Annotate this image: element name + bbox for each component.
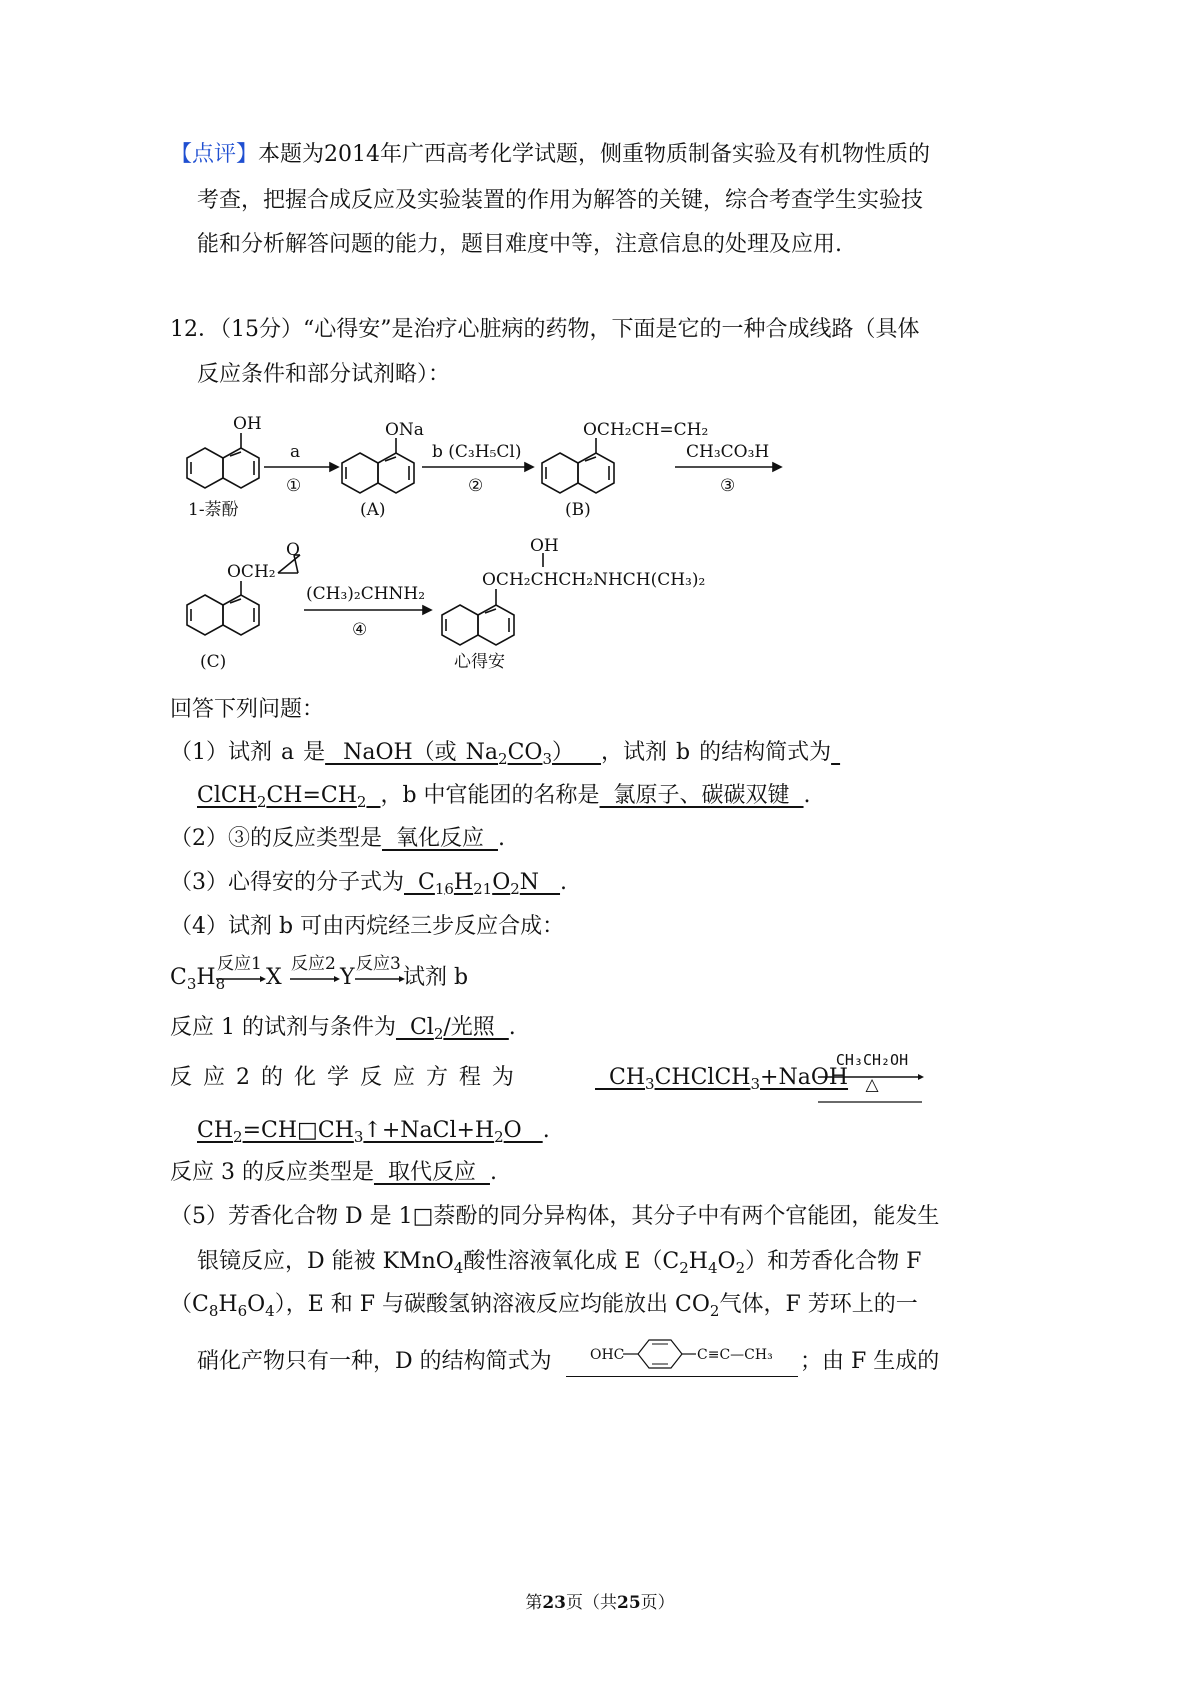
- answer-5-line-1: （5）芳香化合物 D 是 1□萘酚的同分异构体，其分子中有两个官能团，能发生: [170, 1204, 940, 1229]
- answer-1-functional-groups: 氯原子、碳碳双键: [599, 783, 804, 808]
- answer-4-reaction-2-products: $CH_2=CH□CH_3↑+NaCl+H_2O$ .: [197, 1118, 550, 1146]
- question-stem-line-1: [170, 315, 920, 345]
- label-b: (B): [565, 500, 591, 520]
- label-c: (C): [200, 652, 227, 672]
- arrow-2-reagent: b (C₃H₅Cl): [432, 442, 522, 462]
- answer-1-line-2: $ClCH_2CH=CH_2$ ，b 中官能团的名称是 氯原子、碳碳双键 .: [197, 783, 811, 811]
- chain-reagent-b: 试剂 b: [403, 965, 469, 990]
- answer-5-line-3: $(C_8H_6O_4)$，E 和 F 与碳酸氢钠溶液反应均能放出 $CO_2$气体，F 芳环上的一: [170, 1292, 918, 1320]
- answer-4-reaction-2-equation: $CH_3CHClCH_3+NaOH$: [595, 1065, 849, 1093]
- question-number: 12．: [170, 317, 220, 342]
- page-total: 25: [617, 1593, 641, 1613]
- answer-5-line-4-end: ；由 F 生成的: [800, 1349, 940, 1374]
- answer-1-blank-start: [831, 740, 840, 765]
- answer-5-line-4-label: 硝化产物只有一种，D 的结构简式为: [197, 1349, 552, 1374]
- chain-y: Y: [340, 965, 355, 990]
- arrow-3-reagent: CH₃CO₃H: [686, 442, 770, 462]
- chain-arrow-2: [290, 974, 340, 984]
- arrow-1-step: ①: [286, 476, 302, 496]
- answer-4-reaction-3: 反应 3 的反应类型是 取代反应 .: [170, 1160, 497, 1185]
- synthesis-scheme: [170, 405, 1000, 685]
- answer-1-line-1: [170, 738, 840, 768]
- naphthalene-a: [342, 438, 414, 493]
- answer-1-label-b: ，试剂 b 的结构简式为: [601, 740, 832, 765]
- comment-line-2: 考查，把握合成反应及实验装置的作用为解答的关键，综合考查学生实验技: [197, 188, 924, 213]
- naphthalene-b: [542, 438, 614, 493]
- chain-x: X: [266, 965, 282, 990]
- arrow-4-step: ④: [352, 620, 368, 640]
- page-number: 23: [542, 1593, 566, 1613]
- answer-1-structure-b: $ClCH_2CH=CH_2$: [197, 783, 367, 811]
- svg-text:C≡C—CH₃: C≡C—CH₃: [697, 1347, 773, 1363]
- question-stem-text-1: （15分）“心得安”是治疗心脏病的药物，下面是它的一种合成线路（具体: [220, 317, 920, 342]
- label-a: (A): [360, 500, 386, 520]
- question-stem-line-2: 反应条件和部分试剂略）：: [197, 362, 451, 387]
- chain-arrow-3: [355, 974, 405, 984]
- b-substituent: OCH₂CH=CH₂: [583, 420, 709, 440]
- naphthalene-product: [442, 553, 543, 645]
- arrow-4-reagent: (CH₃)₂CHNH₂: [306, 584, 426, 604]
- label-product: 心得安: [454, 652, 505, 672]
- answers-intro: 回答下列问题：: [170, 697, 325, 722]
- answer-3-formula: $C_{16}H_{21}O_2N$: [404, 870, 561, 898]
- answer-1-label-c: ，b 中官能团的名称是: [380, 783, 600, 808]
- c-substituent: OCH₂: [227, 562, 276, 582]
- a-ona: ONa: [385, 420, 424, 440]
- answer-2-line: （2）③的反应类型是 氧化反应 .: [170, 826, 505, 851]
- arrow-2-step: ②: [468, 476, 484, 496]
- comment-line-3: 能和分析解答问题的能力，题目难度中等，注意信息的处理及应用.: [197, 232, 842, 257]
- answer-4-reaction-2-label: 反 应 2 的 化 学 反 应 方 程 为: [170, 1065, 514, 1090]
- answer-5-structure-d: [566, 1326, 798, 1377]
- answer-4-reaction-3-type: 取代反应: [373, 1160, 490, 1185]
- equation-condition-heat: △: [865, 1075, 879, 1095]
- comment-tag: 【点评】: [170, 142, 259, 167]
- label-1-naphthol: 1-萘酚: [188, 500, 239, 520]
- compound-d-structure: [566, 1326, 798, 1376]
- answer-4-reaction-2: [170, 1052, 930, 1112]
- answer-1-label-a: （1）试剂 a 是: [170, 740, 326, 765]
- equation-condition-solvent: CH₃CH₂OH: [835, 1051, 909, 1069]
- naphthalene-start: [187, 433, 259, 488]
- page-footer: 第23页（共25页）: [525, 1593, 675, 1613]
- answer-1-reagent-a: NaOH（或 $Na_2CO_3$）: [325, 740, 601, 768]
- product-substituent: OCH₂CHCH₂NHCH(CH₃)₂: [482, 570, 706, 590]
- comment-text-1: 本题为2014年广西高考化学试题，侧重物质制备实验及有机物性质的: [258, 142, 931, 167]
- chain-reaction-1-label: 反应1: [217, 954, 262, 974]
- product-oh: OH: [530, 536, 559, 556]
- arrow-3-step: ③: [720, 476, 736, 496]
- chain-arrow-1: [216, 974, 266, 984]
- answer-3-line: （3）心得安的分子式为 $C_{16}H_{21}O_2N$ .: [170, 870, 568, 898]
- answer-2-reaction-type: 氧化反应: [382, 826, 498, 851]
- chain-reaction-2-label: 反应2: [291, 954, 336, 974]
- answer-4-reaction-1: 反应 1 的试剂与条件为 $Cl_2/$光照 .: [170, 1015, 516, 1043]
- answer-4-reaction-1-conditions: $Cl_2/$光照: [395, 1015, 509, 1043]
- answer-5-line-2: 银镜反应，D 能被 KMnO$_4$酸性溶液氧化成 $E(C_2H_4O_2)$和芳香化合物 F: [197, 1249, 922, 1277]
- c-epoxide-o: O: [286, 540, 300, 560]
- arrow-1-reagent: a: [290, 442, 301, 462]
- start-oh: OH: [233, 414, 262, 434]
- comment-line-1: [170, 140, 930, 170]
- chain-reaction-3-label: 反应3: [356, 954, 401, 974]
- svg-text:OHC: OHC: [590, 1347, 625, 1363]
- answer-4-intro: （4）试剂 b 可由丙烷经三步反应合成：: [170, 914, 565, 939]
- answer-4-chain: $C_3H_8$ 反应1 X 反应2 Y 反应3 试剂 b: [170, 954, 469, 993]
